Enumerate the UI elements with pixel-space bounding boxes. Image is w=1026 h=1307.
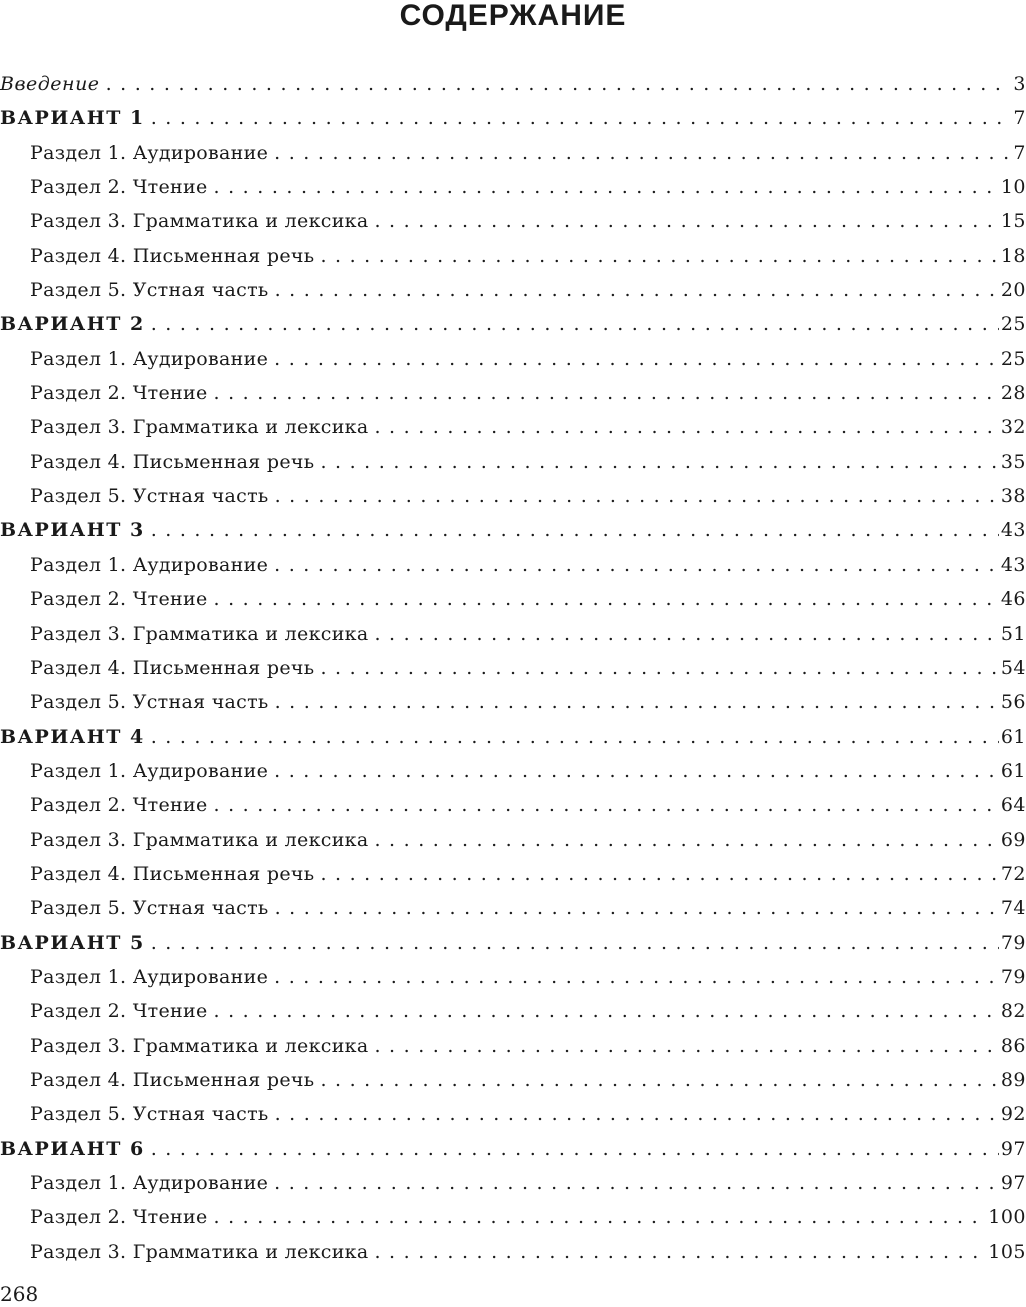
- dot-leader: [151, 720, 999, 754]
- dot-leader: [214, 1200, 987, 1234]
- toc-entry-label: ВАРИАНТ 6: [0, 1137, 145, 1160]
- toc-entry-label: ВАРИАНТ 1: [0, 107, 145, 130]
- toc-variant-entry: [0, 1132, 1026, 1166]
- toc-entry-line: [30, 273, 1026, 307]
- toc-section-entry: [0, 170, 1026, 204]
- toc-entry-label: Раздел 1. Аудирование: [30, 1172, 269, 1194]
- toc-section-entry: [0, 273, 1026, 307]
- toc-entry-page: 61: [1000, 759, 1026, 782]
- toc-variant-entry: [0, 513, 1026, 547]
- toc-entry-line: [30, 1097, 1026, 1131]
- dot-leader: [320, 239, 998, 273]
- toc-section-entry: [0, 823, 1026, 857]
- toc-entry-page: 18: [1000, 244, 1026, 267]
- toc-entry-line: [0, 720, 1026, 754]
- toc-section-entry: [0, 685, 1026, 719]
- toc-entry-page: 46: [1000, 588, 1026, 611]
- toc-entry-page: 7: [1013, 107, 1026, 130]
- dot-leader: [151, 1132, 999, 1166]
- toc-entry-label: ВАРИАНТ 5: [0, 931, 145, 954]
- dot-leader: [274, 960, 999, 994]
- toc-entry-line: [0, 513, 1026, 547]
- page-title: СОДЕРЖАНИЕ: [399, 0, 627, 32]
- dot-leader: [320, 445, 998, 479]
- toc-entry-label: Раздел 4. Письменная речь: [30, 450, 315, 473]
- toc-entry-label: Раздел 2. Чтение: [30, 794, 208, 817]
- toc-section-entry: [0, 891, 1026, 925]
- toc-entry-page: 3: [1013, 73, 1026, 95]
- dot-leader: [374, 1235, 986, 1269]
- dot-leader: [214, 788, 999, 822]
- toc-entry-line: [0, 307, 1026, 341]
- toc-entry-line: [30, 960, 1026, 994]
- toc-entry-line: [30, 136, 1026, 170]
- toc-section-entry: [0, 239, 1026, 273]
- toc-section-entry: [0, 1063, 1026, 1097]
- toc-entry-page: 79: [1000, 931, 1026, 954]
- toc-entry-line: [30, 1063, 1026, 1097]
- toc-section-entry: [0, 960, 1026, 994]
- toc-entry-page: 86: [1000, 1034, 1026, 1057]
- toc-entry-page: 82: [1000, 1000, 1026, 1023]
- toc-section-entry: [0, 410, 1026, 444]
- toc-variant-entry: [0, 926, 1026, 960]
- toc-entry-line: [30, 1029, 1026, 1063]
- toc-entry-label: Раздел 4. Письменная речь: [30, 1068, 315, 1091]
- toc-entry-page: 97: [1000, 1172, 1026, 1194]
- toc-entry-line: [0, 67, 1026, 101]
- dot-leader: [374, 823, 998, 857]
- toc-entry-page: 20: [1000, 279, 1026, 302]
- toc-entry-line: [30, 582, 1026, 616]
- toc-entry-label: Раздел 5. Устная часть: [30, 1103, 269, 1126]
- toc-entry-label: Раздел 5. Устная часть: [30, 691, 269, 714]
- toc-entry-line: [30, 1200, 1026, 1234]
- toc-entry-line: [30, 548, 1026, 582]
- toc-section-entry: [0, 1166, 1026, 1200]
- toc-section-entry: [0, 754, 1026, 788]
- toc-entry-page: 89: [1000, 1068, 1026, 1091]
- toc-entry-label: Раздел 5. Устная часть: [30, 897, 269, 920]
- toc-entry-page: 25: [1000, 347, 1026, 370]
- dot-leader: [275, 1097, 999, 1131]
- toc-variant-entry: [0, 307, 1026, 341]
- toc-section-entry: [0, 479, 1026, 513]
- toc-entry-line: [30, 204, 1026, 238]
- toc-entry-page: 64: [1000, 794, 1026, 817]
- toc-entry-page: 10: [1000, 176, 1026, 199]
- toc-section-entry: [0, 1029, 1026, 1063]
- toc-entry-label: Раздел 4. Письменная речь: [30, 862, 315, 885]
- toc-section-entry: [0, 1200, 1026, 1234]
- toc-entry-line: [30, 891, 1026, 925]
- toc-entry-label: Раздел 4. Письменная речь: [30, 656, 315, 679]
- toc-entry-label: Раздел 2. Чтение: [30, 1000, 208, 1023]
- dot-leader: [274, 136, 1011, 170]
- dot-leader: [374, 617, 998, 651]
- toc-entry-line: [0, 926, 1026, 960]
- toc-entry-line: [30, 342, 1026, 376]
- toc-entry-line: [30, 479, 1026, 513]
- toc-entry-label: Раздел 1. Аудирование: [30, 965, 269, 988]
- toc-section-entry: [0, 204, 1026, 238]
- toc-entry-label: Раздел 5. Устная часть: [30, 279, 269, 302]
- dot-leader: [151, 926, 999, 960]
- toc-entry-label: Введение: [0, 73, 100, 95]
- toc-entry-page: 100: [988, 1206, 1026, 1229]
- dot-leader: [214, 994, 999, 1028]
- dot-leader: [151, 307, 999, 341]
- toc-entry-page: 35: [1000, 450, 1026, 473]
- dot-leader: [275, 685, 999, 719]
- toc-entry-page: 7: [1013, 141, 1026, 164]
- toc-section-entry: [0, 651, 1026, 685]
- toc-entry-page: 15: [1000, 210, 1026, 233]
- table-of-contents: [0, 67, 1026, 1269]
- dot-leader: [275, 273, 999, 307]
- dot-leader: [320, 857, 998, 891]
- toc-entry-page: 61: [1000, 725, 1026, 748]
- toc-entry-label: ВАРИАНТ 3: [0, 519, 145, 542]
- toc-entry-line: [30, 617, 1026, 651]
- toc-entry-label: Раздел 5. Устная часть: [30, 485, 269, 508]
- toc-entry-label: Раздел 2. Чтение: [30, 176, 208, 199]
- toc-entry-label: Раздел 4. Письменная речь: [30, 244, 315, 267]
- toc-entry-page: 56: [1000, 691, 1026, 714]
- toc-entry-line: [30, 170, 1026, 204]
- toc-entry-label: Раздел 1. Аудирование: [30, 553, 269, 576]
- toc-entry-label: Раздел 3. Грамматика и лексика: [30, 1034, 369, 1057]
- toc-entry-page: 54: [1000, 656, 1026, 679]
- toc-entry-line: [30, 823, 1026, 857]
- toc-section-entry: [0, 788, 1026, 822]
- toc-entry-label: Раздел 2. Чтение: [30, 588, 208, 611]
- toc-entry-page: 97: [1000, 1137, 1026, 1160]
- dot-leader: [374, 204, 998, 238]
- toc-entry-line: [30, 651, 1026, 685]
- toc-entry-label: Раздел 1. Аудирование: [30, 759, 269, 782]
- toc-entry-line: [30, 410, 1026, 444]
- dot-leader: [320, 1063, 998, 1097]
- toc-section-entry: [0, 1235, 1026, 1269]
- toc-entry-line: [30, 994, 1026, 1028]
- toc-section-entry: [0, 857, 1026, 891]
- toc-section-entry: [0, 994, 1026, 1028]
- toc-entry-line: [30, 239, 1026, 273]
- toc-section-entry: [0, 548, 1026, 582]
- toc-entry-page: 43: [1000, 553, 1026, 576]
- toc-entry-page: 28: [1000, 382, 1026, 405]
- toc-entry-page: 105: [988, 1240, 1026, 1263]
- toc-entry-line: [30, 685, 1026, 719]
- toc-entry-label: Раздел 3. Грамматика и лексика: [30, 416, 369, 439]
- toc-section-entry: [0, 136, 1026, 170]
- toc-entry-page: 51: [1000, 622, 1026, 645]
- toc-entry-label: ВАРИАНТ 4: [0, 725, 145, 748]
- toc-entry-line: [30, 445, 1026, 479]
- dot-leader: [106, 67, 1012, 101]
- dot-leader: [151, 101, 1012, 135]
- dot-leader: [374, 410, 998, 444]
- dot-leader: [275, 891, 999, 925]
- toc-entry-label: Раздел 2. Чтение: [30, 382, 208, 405]
- toc-entry-label: Раздел 1. Аудирование: [30, 347, 269, 370]
- toc-variant-entry: [0, 720, 1026, 754]
- dot-leader: [274, 342, 999, 376]
- toc-entry-line: [30, 754, 1026, 788]
- toc-entry-label: Раздел 1. Аудирование: [30, 141, 269, 164]
- dot-leader: [214, 170, 999, 204]
- dot-leader: [274, 754, 999, 788]
- toc-section-entry: [0, 582, 1026, 616]
- toc-intro-entry: [0, 67, 1026, 101]
- toc-entry-label: Раздел 3. Грамматика и лексика: [30, 1240, 369, 1263]
- toc-entry-page: 43: [1000, 519, 1026, 542]
- dot-leader: [214, 582, 999, 616]
- toc-entry-page: 79: [1000, 965, 1026, 988]
- toc-entry-label: Раздел 3. Грамматика и лексика: [30, 622, 369, 645]
- toc-entry-line: [30, 857, 1026, 891]
- page-number: 268: [0, 1282, 39, 1306]
- toc-entry-line: [30, 376, 1026, 410]
- toc-entry-page: 74: [1000, 897, 1026, 920]
- toc-section-entry: [0, 1097, 1026, 1131]
- toc-entry-label: ВАРИАНТ 2: [0, 313, 145, 336]
- dot-leader: [274, 548, 999, 582]
- toc-variant-entry: [0, 101, 1026, 135]
- dot-leader: [214, 376, 999, 410]
- dot-leader: [320, 651, 998, 685]
- toc-entry-page: 69: [1000, 828, 1026, 851]
- toc-entry-line: [30, 1166, 1026, 1200]
- toc-entry-line: [30, 1235, 1026, 1269]
- toc-entry-line: [30, 788, 1026, 822]
- toc-section-entry: [0, 376, 1026, 410]
- toc-entry-label: Раздел 2. Чтение: [30, 1206, 208, 1229]
- dot-leader: [151, 513, 999, 547]
- dot-leader: [374, 1029, 998, 1063]
- toc-entry-line: [0, 101, 1026, 135]
- dot-leader: [275, 479, 999, 513]
- dot-leader: [274, 1166, 999, 1200]
- toc-entry-label: Раздел 3. Грамматика и лексика: [30, 210, 369, 233]
- toc-entry-page: 25: [1000, 313, 1026, 336]
- toc-entry-page: 72: [1000, 862, 1026, 885]
- toc-section-entry: [0, 342, 1026, 376]
- toc-section-entry: [0, 445, 1026, 479]
- toc-entry-label: Раздел 3. Грамматика и лексика: [30, 828, 369, 851]
- toc-entry-page: 38: [1000, 485, 1026, 508]
- toc-entry-page: 32: [1000, 416, 1026, 439]
- toc-entry-page: 92: [1000, 1103, 1026, 1126]
- toc-entry-line: [0, 1132, 1026, 1166]
- toc-section-entry: [0, 617, 1026, 651]
